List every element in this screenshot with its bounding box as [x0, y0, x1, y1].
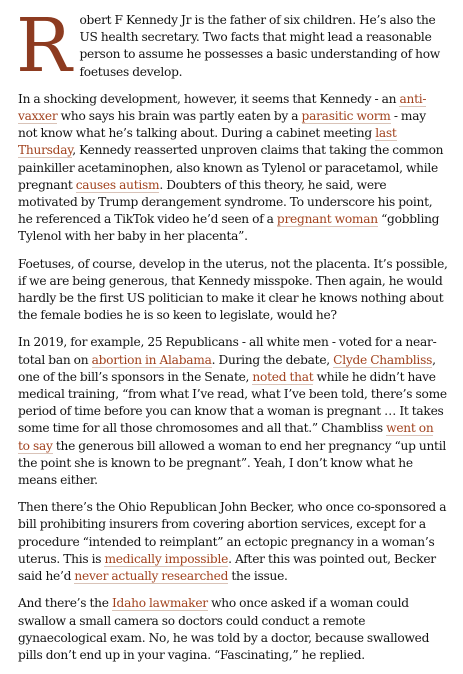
inline-link[interactable]: never actually researched: [74, 569, 229, 584]
article-paragraph: [18, 91, 448, 246]
inline-link[interactable]: anti-vaxxer: [18, 91, 427, 124]
paragraph-text: . After this was pointed out, Becker said he’d: [18, 551, 436, 584]
paragraph-text: who says his brain was partly eaten by a: [57, 109, 302, 124]
article-paragraph: [18, 499, 448, 585]
inline-link[interactable]: Clyde Chambliss: [333, 352, 433, 367]
paragraph-text: the issue.: [228, 569, 288, 584]
article-paragraph: [18, 256, 448, 325]
paragraph-text: - may not know what he’s talking about. During a cabinet meeting: [18, 109, 426, 141]
inline-link[interactable]: last Thursday: [18, 126, 397, 158]
inline-link[interactable]: parasitic worm: [301, 109, 391, 124]
inline-link[interactable]: noted that: [252, 369, 314, 384]
inline-link[interactable]: medically impossible: [104, 551, 229, 566]
article-paragraph: [16, 3, 448, 89]
paragraph-text: obert F Kennedy Jr is the father of six children. He’s also the US health secretary. Two facts that might lead a reasonable person to assume he possesses a basic understanding of how foetuses develop.: [79, 13, 440, 79]
inline-link[interactable]: Idaho lawmaker: [111, 596, 208, 611]
paragraph-text: “gobbling Tylenol with her baby in her placenta”.: [18, 212, 440, 244]
inline-link[interactable]: causes autism: [75, 177, 160, 192]
drop-cap: R: [16, 3, 72, 89]
inline-link[interactable]: went on to say: [18, 421, 434, 453]
article-paragraph: [18, 595, 448, 664]
paragraph-text: And there’s the: [18, 596, 112, 611]
paragraph-text: In a shocking development, however, it seems that Kennedy - an: [18, 91, 400, 106]
inline-link[interactable]: pregnant woman: [276, 212, 378, 227]
paragraph-text: , one of the bill’s sponsors in the Senate,: [18, 352, 436, 384]
paragraph-text: who once asked if a woman could swallow a small camera so doctors could conduct a remote gynaecological exam. No, he was told by a doctor, because swallowed pills don’t end up in your vagina. “Fascinating,” he replied.: [18, 596, 430, 662]
paragraph-text: . Doubters of this theory, he said, were motivated by Trump derangement syndrome. To underscore his point, he referenced a TikTok video he’d seen of a: [18, 177, 433, 227]
paragraph-text: In 2019, for example, 25 Republicans - all white men - voted for a near-total ban on: [18, 335, 437, 367]
inline-link[interactable]: abortion in Alabama: [91, 352, 212, 367]
paragraph-text: , Kennedy reasserted unproven claims that taking the common painkiller acetaminophen, also known as Tylenol or paracetamol, while pregnant: [18, 143, 444, 192]
paragraph-text: while he didn’t have medical training, “from what I’ve read, what I’ve been told, there’s some period of time before you can know that a woman is pregnant … It takes some time for all those chromosomes and all that.” Chambliss: [18, 369, 447, 436]
article-paragraph: [18, 334, 448, 489]
paragraph-text: . During the debate,: [211, 352, 334, 367]
paragraph-text: the generous bill allowed a woman to end her pregnancy “up until the point she is known to be pregnant”. Yeah, I don’t know what he means either.: [18, 438, 446, 488]
paragraph-text: Foetuses, of course, develop in the uterus, not the placenta. It’s possible, if we are being generous, that Kennedy misspoke. Then again, he would hardly be the first US politician to make it clear he knows nothing about the female bodies he is so keen to legislate, would he?: [18, 256, 448, 323]
paragraph-text: Then there’s the Ohio Republican John Becker, who once co-sponsored a bill prohibiting insurers from covering abortion services, except for a procedure “intended to reimplant” an ectopic pregnancy in a woman’s uterus. This is: [18, 500, 447, 566]
article-body: [16, 3, 448, 674]
